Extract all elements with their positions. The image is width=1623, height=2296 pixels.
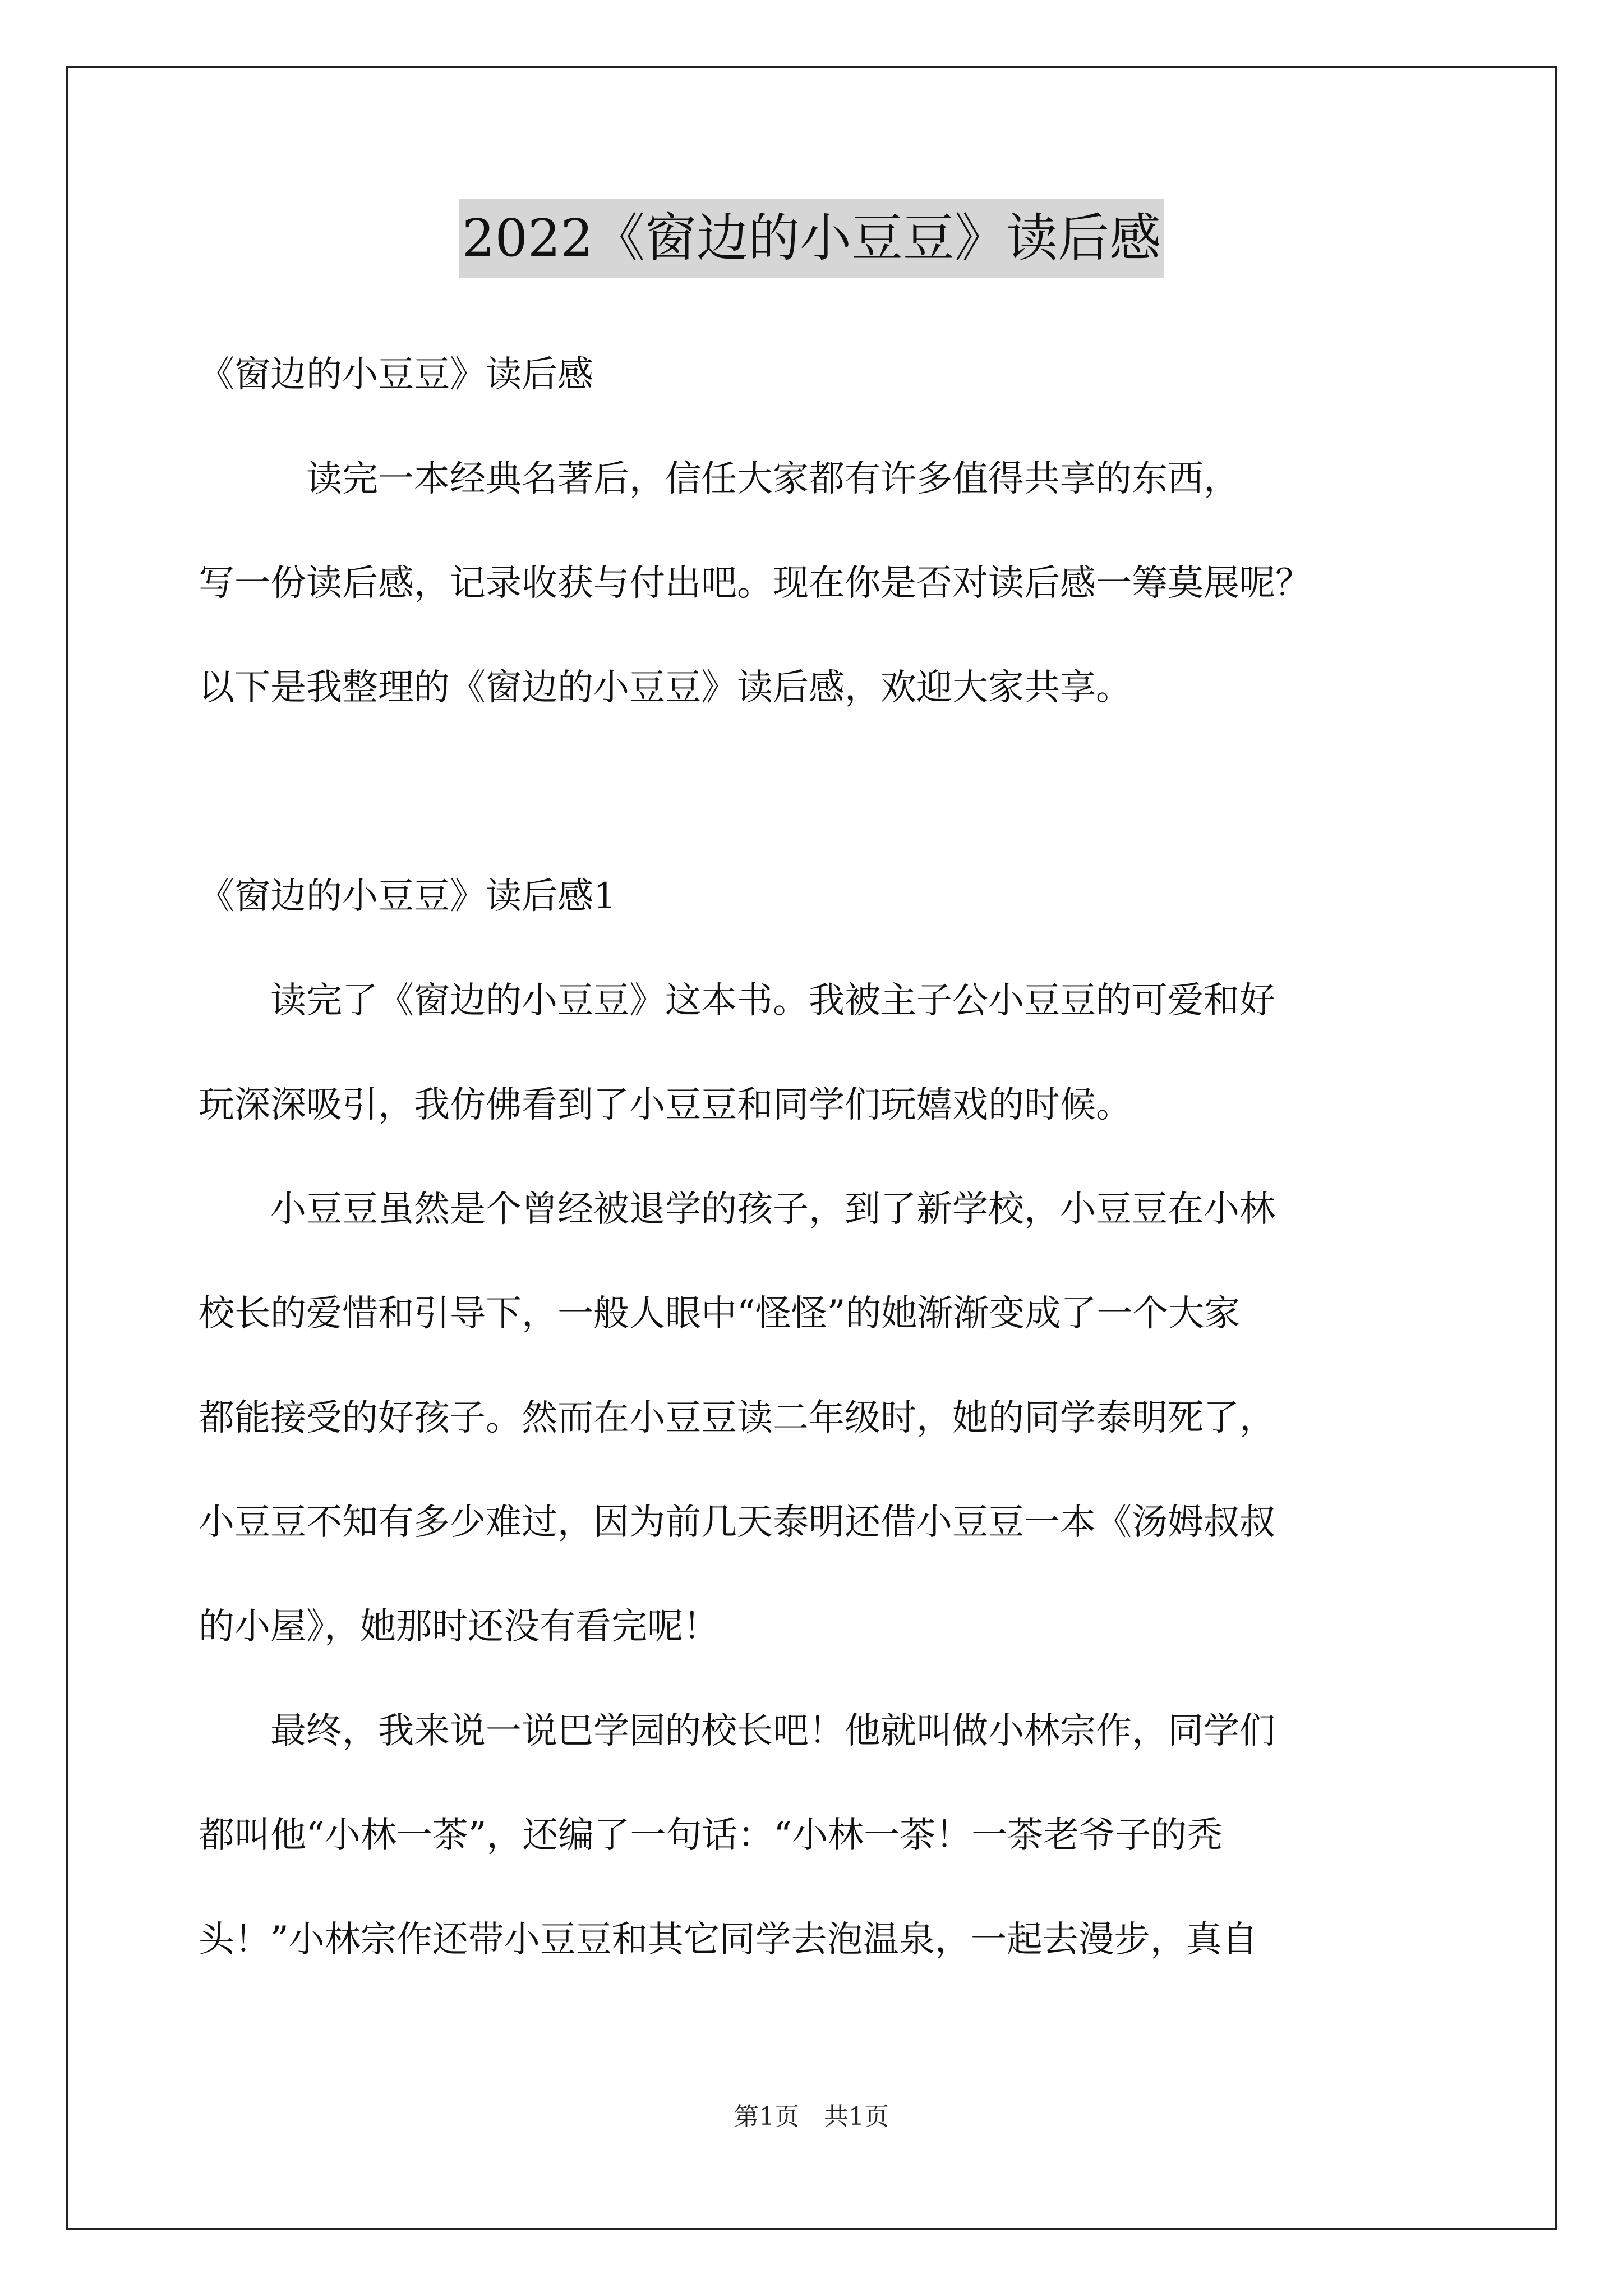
text-line: 玩深深吸引，我仿佛看到了小豆豆和同学们玩嬉戏的时候。 xyxy=(199,1084,1132,1126)
text-line: 头！”小林宗作还带小豆豆和其它同学去泡温泉，一起去漫步，真自 xyxy=(199,1919,1258,1961)
text-line: 最终，我来说一说巴学园的校长吧！他就叫做小林宗作，同学们 xyxy=(199,1710,1275,1752)
text-line: 都叫他“小林一茶”，还编了一句话：“小林一茶！一茶老爷子的秃 xyxy=(199,1815,1223,1856)
text-line: 《窗边的小豆豆》读后感 xyxy=(199,354,593,395)
text-line: 校长的爱惜和引导下，一般人眼中“怪怪”的她渐渐变成了一个大家 xyxy=(199,1293,1241,1335)
text-line: 读完一本经典名著后，信任大家都有许多值得共享的东西， xyxy=(199,458,1239,500)
paragraph-gap xyxy=(199,740,1455,844)
document-title: 2022《窗边的小豆豆》读后感 xyxy=(459,199,1164,278)
text-line: 读完了《窗边的小豆豆》这本书。我被主子公小豆豆的可爱和好 xyxy=(199,980,1275,1022)
text-line: 以下是我整理的《窗边的小豆豆》读后感，欢迎大家共享。 xyxy=(199,667,1132,708)
text-line: 的小屋》，她那时还没有看完呢！ xyxy=(199,1606,719,1648)
page-footer: 第1页 共1页 xyxy=(734,2102,889,2131)
text-line: 小豆豆虽然是个曾经被退学的孩子，到了新学校，小豆豆在小林 xyxy=(199,1189,1275,1230)
text-line: 都能接受的好孩子。然而在小豆豆读二年级时，她的同学泰明死了， xyxy=(199,1397,1275,1439)
text-line: 小豆豆不知有多少难过，因为前几天泰明还借小豆豆一本《汤姆叔叔 xyxy=(199,1502,1275,1543)
document-body xyxy=(199,323,1455,1992)
text-line: 写一份读后感，记录收获与付出吧。现在你是否对读后感一筹莫展呢？ xyxy=(199,563,1311,604)
title-container xyxy=(0,199,1623,278)
section-heading: 《窗边的小豆豆》读后感1 xyxy=(199,876,616,917)
